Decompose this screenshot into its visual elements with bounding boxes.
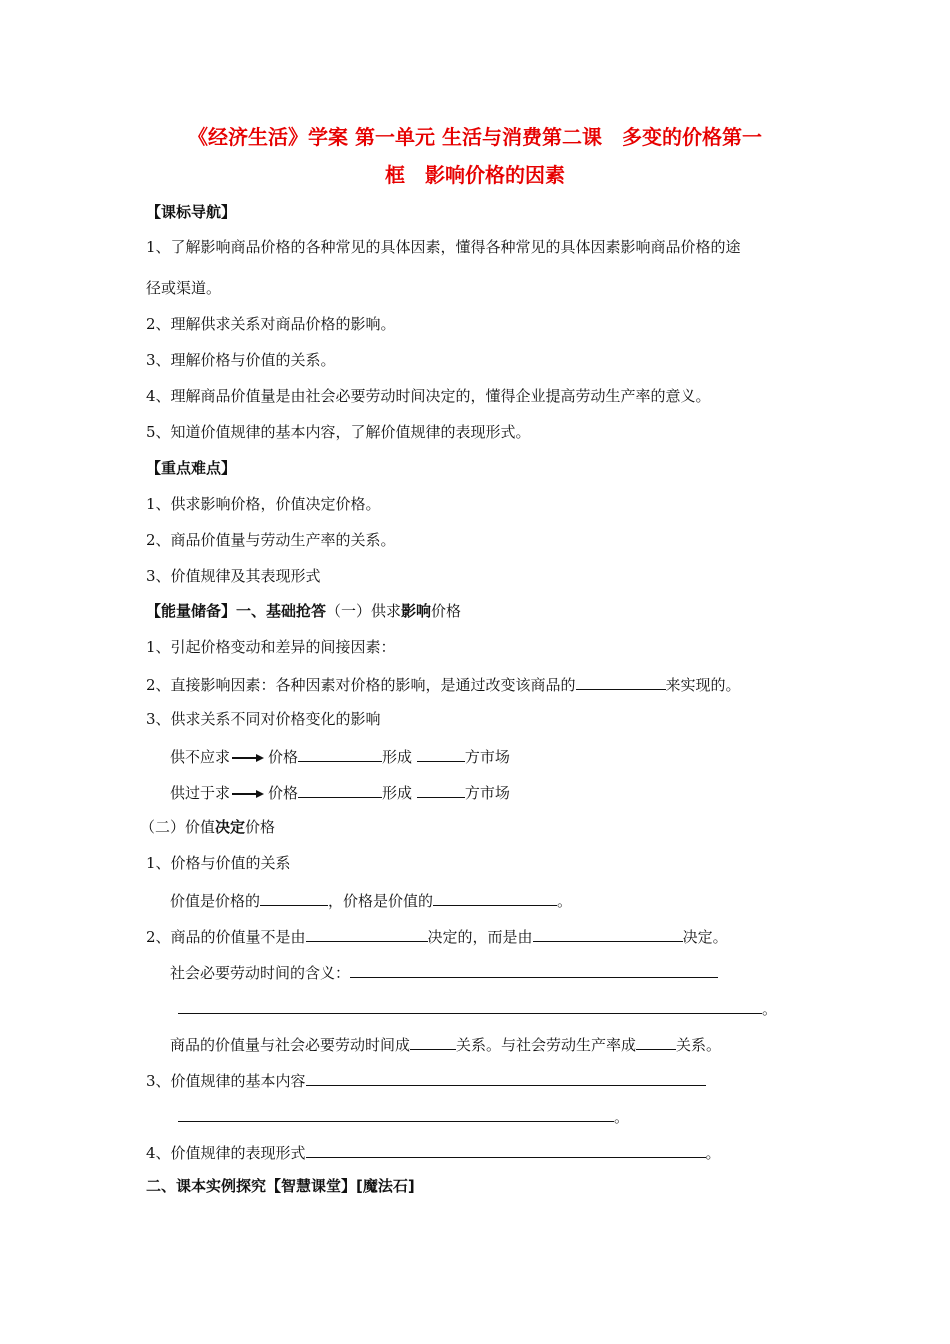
- energy-heading-bold: 【能量储备】一、基础抢答: [146, 602, 327, 620]
- right-arrow-icon: [232, 789, 264, 799]
- part2-q2-meaning-label: 社会必要劳动时间的含义：: [170, 964, 351, 982]
- part2-q2-meaning-cont: [178, 997, 777, 1019]
- part2-q3: [146, 1069, 706, 1091]
- answer-blank[interactable]: [350, 961, 718, 978]
- answer-blank[interactable]: [636, 1033, 676, 1050]
- answer-blank[interactable]: [178, 1105, 614, 1122]
- supply-row-2-price: 价格: [268, 784, 299, 802]
- part2-q1-text-a: 价值是价格的: [170, 892, 261, 910]
- answer-blank[interactable]: [178, 997, 762, 1014]
- supply-row-2-label: 供过于求: [170, 784, 231, 802]
- page-title-line-2: 框 影响价格的因素: [385, 163, 565, 187]
- part2-q3-cont: [178, 1105, 629, 1127]
- part2-q2-text-a: 2、商品的价值量不是由: [146, 928, 306, 946]
- part2-heading: [140, 817, 275, 837]
- supply-row-1-price: 价格: [268, 748, 299, 766]
- part1-heading-bold: 影响: [401, 602, 432, 620]
- nav-item-5: 5、知道价值规律的基本内容，了解价值规律的表现形式。: [146, 423, 531, 441]
- part1-heading: （一）供求: [326, 602, 402, 620]
- part1-heading-tail: 价格: [431, 602, 462, 620]
- part2-q2: [146, 925, 728, 947]
- nav-item-1: 1、了解影响商品价格的各种常见的具体因素，懂得各种常见的具体因素影响商品价格的途: [146, 238, 741, 256]
- part2-q2-relation: [170, 1033, 721, 1055]
- supply-row-1-market: 方市场: [464, 748, 510, 766]
- part2-q2-rel-b: 关系。与社会劳动生产率成: [456, 1036, 637, 1054]
- part2-q2-rel-a: 商品的价值量与社会必要劳动时间成: [170, 1036, 411, 1054]
- supply-row-2: [170, 781, 510, 803]
- part3-heading-tail: [魔法石]: [356, 1177, 415, 1195]
- part2-heading-text: （二）价值: [140, 818, 216, 836]
- answer-blank[interactable]: [306, 1141, 706, 1158]
- part2-q4-end-mark: 。: [705, 1144, 721, 1162]
- answer-blank[interactable]: [410, 1033, 456, 1050]
- part3-heading: [146, 1176, 415, 1196]
- part1-q3: 3、供求关系不同对价格变化的影响: [146, 710, 381, 728]
- part2-q2-text-b: 决定的，而是由: [427, 928, 533, 946]
- supply-row-1: [170, 745, 510, 767]
- right-arrow-icon: [232, 753, 264, 763]
- page-title-line-1: 《经济生活》学案 第一单元 生活与消费第二课 多变的价格第一: [188, 125, 762, 149]
- part2-q2-rel-c: 关系。: [676, 1036, 722, 1054]
- energy-heading: [146, 601, 461, 621]
- part2-q1-text-c: 。: [557, 892, 573, 910]
- nav-item-2: 2、理解供求关系对商品价格的影响。: [146, 315, 396, 333]
- part2-heading-bold: 决定: [215, 818, 246, 836]
- supply-row-2-form: 形成: [382, 784, 413, 802]
- section-navigation: 【课标导航】: [146, 203, 237, 221]
- part1-q2-text: 2、直接影响因素：各种因素对价格的影响，是通过改变该商品的: [146, 676, 576, 694]
- answer-blank[interactable]: [306, 1069, 706, 1086]
- part2-q4: [146, 1141, 721, 1163]
- key-point-1: 1、供求影响价格，价值决定价格。: [146, 495, 381, 513]
- part1-q1: 1、引起价格变动和差异的间接因素：: [146, 638, 396, 656]
- part1-q2: [146, 673, 741, 695]
- supply-row-1-form: 形成: [382, 748, 413, 766]
- part2-q4-label: 4、价值规律的表现形式: [146, 1144, 306, 1162]
- part2-q3-label: 3、价值规律的基本内容: [146, 1072, 306, 1090]
- part2-q1-text-b: ，价格是价值的: [328, 892, 434, 910]
- answer-blank[interactable]: [298, 781, 382, 798]
- key-point-2: 2、商品价值量与劳动生产率的关系。: [146, 531, 396, 549]
- answer-blank[interactable]: [433, 889, 557, 906]
- part2-q3-end-mark: 。: [614, 1108, 630, 1126]
- answer-blank[interactable]: [306, 925, 428, 942]
- part2-q1: 1、价格与价值的关系: [146, 854, 291, 872]
- answer-blank[interactable]: [576, 673, 666, 690]
- nav-item-4: 4、理解商品价值量是由社会必要劳动时间决定的，懂得企业提高劳动生产率的意义。: [146, 387, 711, 405]
- part2-heading-tail: 价格: [245, 818, 276, 836]
- nav-item-1-cont: 径或渠道。: [146, 279, 222, 297]
- key-point-3: 3、价值规律及其表现形式: [146, 567, 321, 585]
- answer-blank[interactable]: [298, 745, 382, 762]
- part2-q2-meaning: [170, 961, 718, 983]
- part2-q2-end-mark: 。: [762, 1000, 778, 1018]
- part1-q2-tail: 来实现的。: [665, 676, 741, 694]
- nav-item-3: 3、理解价格与价值的关系。: [146, 351, 336, 369]
- answer-blank[interactable]: [260, 889, 328, 906]
- supply-row-2-market: 方市场: [464, 784, 510, 802]
- part2-q2-text-c: 决定。: [682, 928, 728, 946]
- answer-blank[interactable]: [533, 925, 683, 942]
- section-key-points: 【重点难点】: [146, 459, 237, 477]
- part3-heading-bold: 二、课本实例探究【智慧课堂】: [146, 1177, 357, 1195]
- answer-blank[interactable]: [417, 781, 465, 798]
- supply-row-1-label: 供不应求: [170, 748, 231, 766]
- answer-blank[interactable]: [417, 745, 465, 762]
- part2-q1-answer: [170, 889, 572, 911]
